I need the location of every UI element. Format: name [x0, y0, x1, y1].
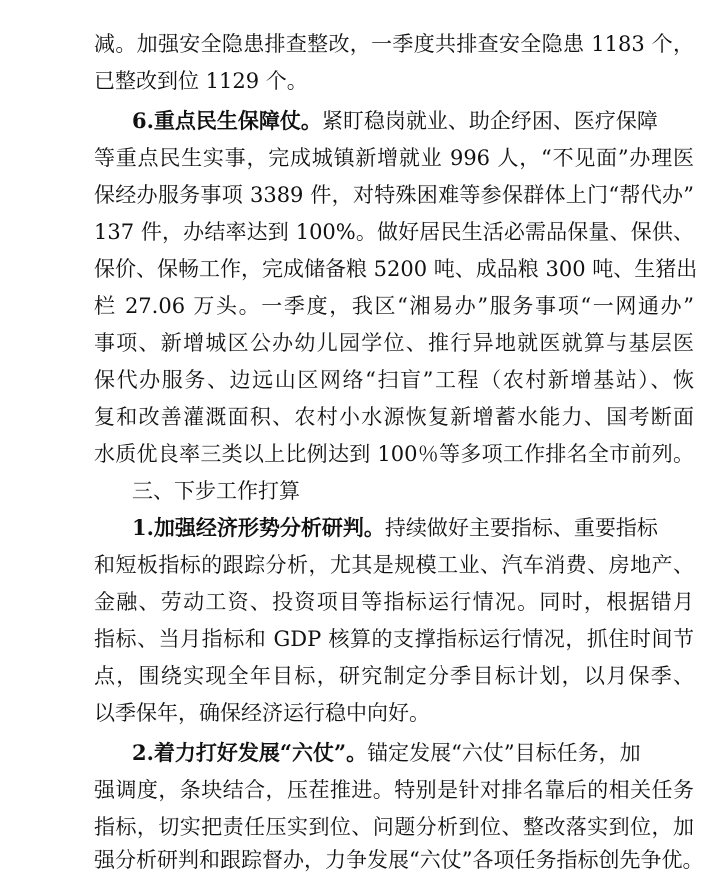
- text-span: 锚定发展“六仗”目标任务，加: [367, 741, 641, 765]
- text-line: 137 件，办结率达到 100%。做好居民生活必需品保量、保供、: [94, 220, 694, 244]
- text-line: 保经办服务事项 3389 件，对特殊困难等参保群体上门“帮代办”: [94, 183, 694, 207]
- section-heading-2: 2.着力打好发展“六仗”。: [132, 740, 368, 765]
- section-title: 三、下步工作打算: [132, 479, 300, 503]
- paragraph-line: [132, 513, 694, 543]
- text-line: 强分析研判和跟踪督办，力争发展“六仗”各项任务指标创先争优。: [94, 848, 704, 872]
- section-heading-6: 6.重点民生保障仗。: [132, 108, 322, 133]
- text-line: 和短板指标的跟踪分析，尤其是规模工业、汽车消费、房地产、: [94, 553, 694, 577]
- text-line: 栏 27.06 万头。一季度，我区“湘易办”服务事项“一网通办”: [94, 294, 694, 318]
- text-line: 点，围绕实现全年目标，研究制定分季目标计划，以月保季、: [94, 664, 694, 688]
- text-line: 复和改善灌溉面积、农村小水源恢复新增蓄水能力、国考断面: [94, 405, 694, 429]
- text-line: 指标，切实把责任压实到位、问题分析到位、整改落实到位，加: [94, 815, 694, 839]
- text-span: 紧盯稳岗就业、助企纾困、医疗保障: [321, 109, 658, 133]
- text-line: 保代办服务、边远山区网络“扫盲”工程（农村新增基站）、恢: [94, 368, 694, 392]
- text-line: 金融、劳动工资、投资项目等指标运行情况。同时，根据错月: [94, 590, 694, 614]
- text-line: 保价、保畅工作，完成储备粮 5200 吨、成品粮 300 吨、生猪出: [94, 257, 698, 281]
- section-heading-1: 1.加强经济形势分析研判。: [132, 515, 385, 540]
- text-line: 减。加强安全隐患排查整改，一季度共排查安全隐患 1183 个，: [94, 32, 694, 56]
- text-line: 水质优良率三类以上比例达到 100％等多项工作排名全市前列。: [94, 442, 694, 466]
- text-line: 事项、新增城区公办幼儿园学位、推行异地就医就算与基层医: [94, 331, 694, 355]
- text-span: 持续做好主要指标、重要指标: [384, 516, 658, 540]
- text-line: 指标、当月指标和 GDP 核算的支撑指标运行情况，抓住时间节: [94, 627, 694, 651]
- paragraph-line: [132, 106, 694, 136]
- text-line: 以季保年，确保经济运行稳中向好。: [94, 701, 430, 725]
- text-line: 等重点民生实事，完成城镇新增就业 996 人，“不见面”办理医: [94, 146, 694, 170]
- paragraph-line: [132, 738, 694, 768]
- text-line: 强调度，条块结合，压茬推进。特别是针对排名靠后的相关任务: [94, 778, 694, 802]
- text-line: 已整改到位 1129 个。: [94, 69, 308, 93]
